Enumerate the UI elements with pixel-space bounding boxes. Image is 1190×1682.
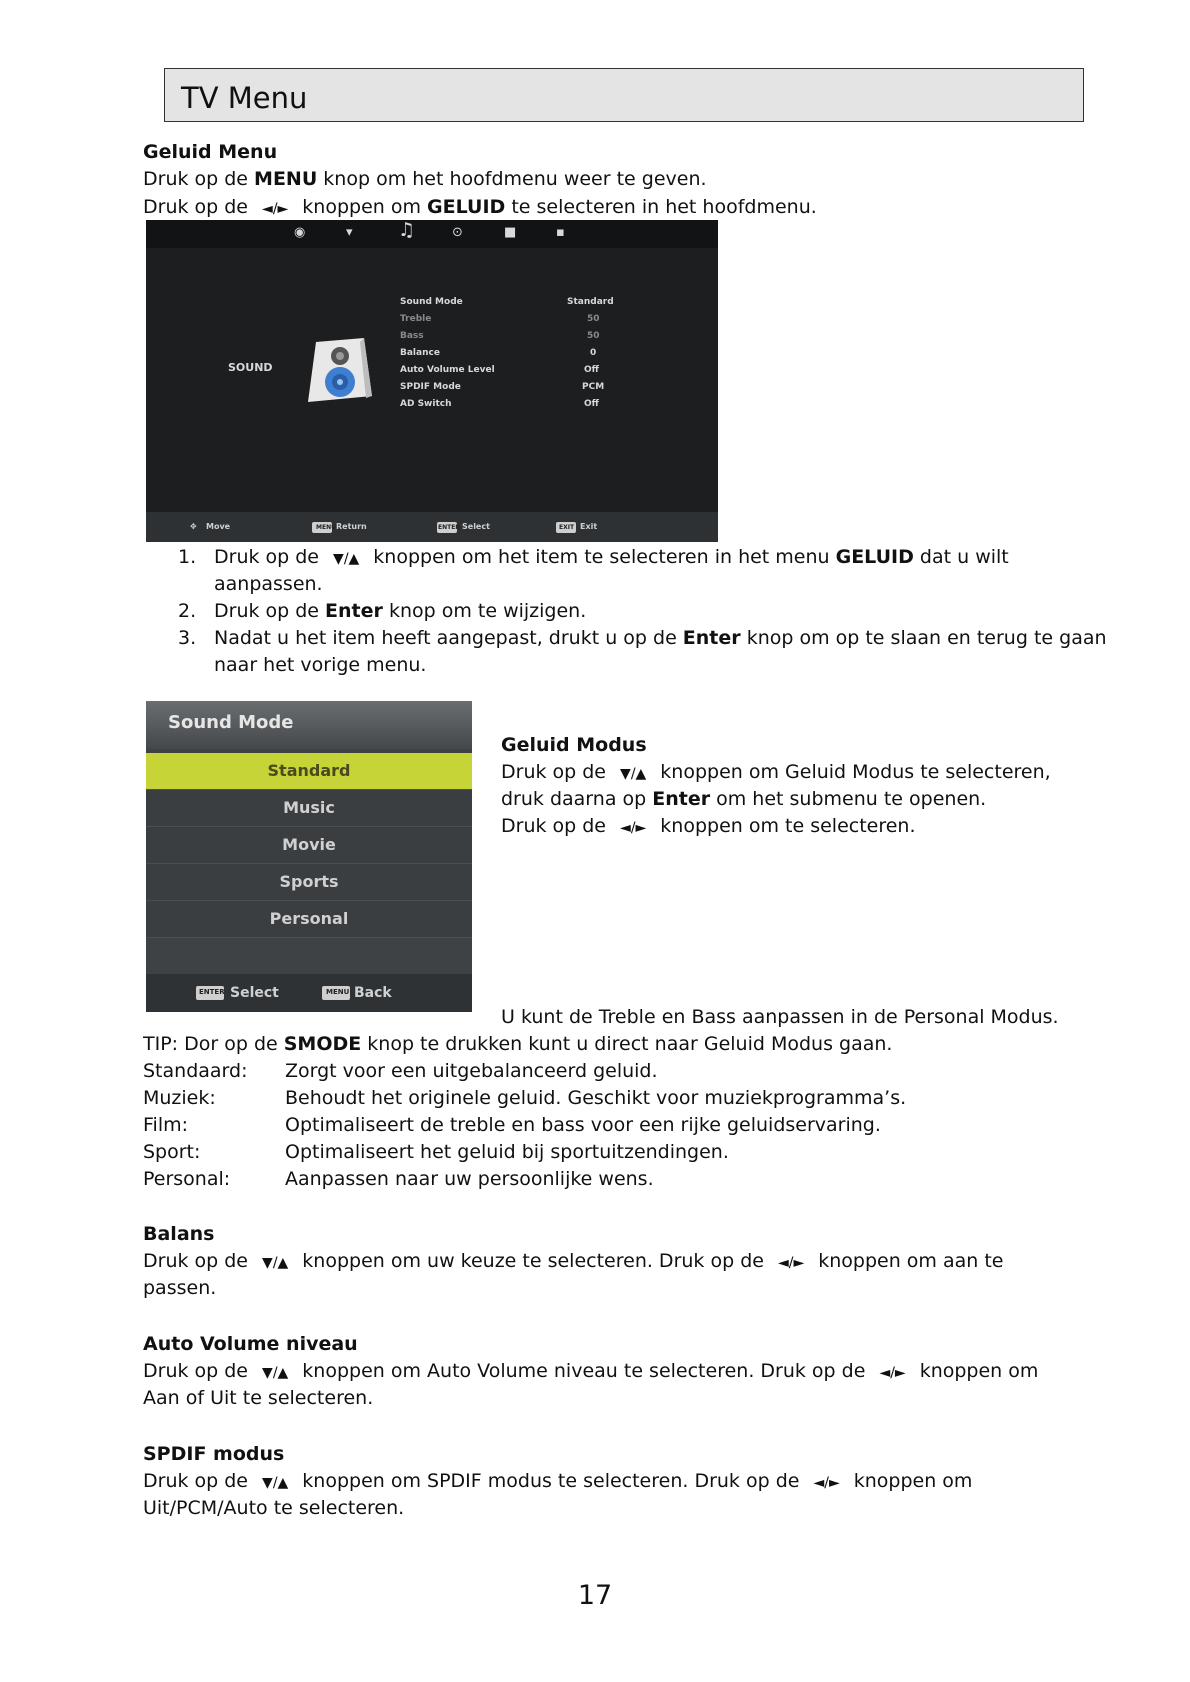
setting-value: Off (584, 365, 599, 375)
channel-icon: ▾ (346, 225, 353, 240)
step-1: 1. (178, 546, 197, 568)
setting-value: PCM (582, 382, 605, 392)
sound-section-label: SOUND (228, 361, 273, 374)
down-up-arrows-icon: ▼/▲ (262, 1475, 289, 1491)
step-3-cont: naar het vorige menu. (214, 654, 427, 676)
mode-name: Film: (143, 1114, 189, 1136)
step-1-cont: aanpassen. (214, 573, 323, 595)
left-right-arrows-icon: ◄/► (879, 1365, 906, 1381)
step-1-text: Druk op de ▼/▲ knoppen om het item te selecteren in het menu GELUID dat u wilt (214, 546, 1009, 568)
down-up-arrows-icon: ▼/▲ (262, 1365, 289, 1381)
spdif-cont: Uit/PCM/Auto te selecteren. (143, 1497, 405, 1519)
setting-value: Off (584, 399, 599, 409)
page-number: 17 (577, 1580, 613, 1611)
sound-mode-title-bar (146, 701, 472, 749)
setting-value: 50 (587, 314, 600, 324)
mode-name: Personal: (143, 1168, 231, 1190)
tv-sound-menu-screen (146, 220, 718, 542)
footer-move-label: Move (206, 522, 231, 531)
down-up-arrows-icon: ▼/▲ (262, 1255, 289, 1271)
sound-mode-panel (146, 701, 472, 1012)
spdif-heading: SPDIF modus (143, 1443, 285, 1465)
mode-name: Standaard: (143, 1060, 248, 1082)
page-title: TV Menu (181, 81, 308, 115)
enter-key-text: ENTER (438, 524, 460, 531)
setting-value: Standard (567, 297, 614, 307)
clock-icon: ⊙ (452, 225, 463, 240)
step-2: 2. (178, 600, 197, 622)
spdif-line: Druk op de ▼/▲ knoppen om SPDIF modus te selecteren. Druk op de ◄/► knoppen om (143, 1470, 973, 1492)
move-arrows-icon: ✥ (190, 522, 197, 531)
step-2-text: Druk op de Enter knop om te wijzigen. (214, 600, 587, 622)
geluid-modus-heading: Geluid Modus (501, 734, 647, 756)
setting-label[interactable]: Sound Mode (400, 297, 463, 307)
tv-menu-icon-bar (146, 220, 718, 248)
auto-volume-cont: Aan of Uit te selecteren. (143, 1387, 374, 1409)
mode-desc: Optimaliseert het geluid bij sportuitzendingen. (285, 1141, 729, 1163)
left-right-arrows-icon: ◄/► (813, 1475, 840, 1491)
left-right-arrows-icon: ◄/► (620, 820, 647, 836)
step-3: 3. (178, 627, 197, 649)
mode-desc: Behoudt het originele geluid. Geschikt voor muziekprogramma’s. (285, 1087, 907, 1109)
mode-name: Muziek: (143, 1087, 216, 1109)
sound-mode-option-standard[interactable]: Standard (146, 753, 472, 790)
setting-label[interactable]: Bass (400, 331, 424, 341)
tip-line: TIP: Dor op de SMODE knop te drukken kunt u direct naar Geluid Modus gaan. (143, 1033, 893, 1055)
setting-label[interactable]: AD Switch (400, 399, 452, 409)
mode-desc: Zorgt voor een uitgebalanceerd geluid. (285, 1060, 658, 1082)
setting-label[interactable]: Balance (400, 348, 440, 358)
setting-label[interactable]: Treble (400, 314, 432, 324)
down-up-arrows-icon: ▼/▲ (333, 551, 360, 567)
geluid-modus-line1: Druk op de ▼/▲ knoppen om Geluid Modus te selecteren, (501, 761, 1051, 783)
sound-mode-option-movie[interactable]: Movie (146, 827, 472, 864)
menu-key-text: MENU (316, 524, 336, 531)
sound-mode-title: Sound Mode (168, 712, 294, 733)
auto-volume-heading: Auto Volume niveau (143, 1333, 358, 1355)
setting-label[interactable]: Auto Volume Level (400, 365, 495, 375)
tv-footer-bar (146, 512, 718, 542)
header-box (164, 68, 1084, 122)
balans-cont: passen. (143, 1277, 217, 1299)
step-3-text: Nadat u het item heeft aangepast, drukt u op de Enter knop om op te slaan en terug te gaan (214, 627, 1107, 649)
exit-key-text: EXIT (559, 524, 575, 531)
speaker-icon (302, 338, 374, 404)
menu-key-icon: MENU (322, 986, 350, 1000)
geluid-modus-line2: druk daarna op Enter om het submenu te openen. (501, 788, 987, 810)
mode-name: Sport: (143, 1141, 201, 1163)
enter-key-icon: ENTER (196, 986, 224, 1000)
sound-mode-option-music[interactable]: Music (146, 790, 472, 827)
footer-return-label: Return (336, 522, 367, 531)
balans-line: Druk op de ▼/▲ knoppen om uw keuze te selecteren. Druk op de ◄/► knoppen om aan te (143, 1250, 1004, 1272)
footer-select-label: Select (462, 522, 490, 531)
mode-desc: Optimaliseert de treble en bass voor een rijke geluidservaring. (285, 1114, 881, 1136)
mode-desc: Aanpassen naar uw persoonlijke wens. (285, 1168, 654, 1190)
sound-icon: ♫ (398, 219, 416, 241)
lock-icon: ■ (504, 225, 517, 240)
back-label: Back (354, 985, 392, 1001)
sound-mode-option-personal[interactable]: Personal (146, 901, 472, 938)
left-right-arrows-icon: ◄/► (777, 1255, 805, 1271)
auto-volume-line: Druk op de ▼/▲ knoppen om Auto Volume niveau te selecteren. Druk op de ◄/► knoppen om (143, 1360, 1039, 1382)
sound-mode-footer (146, 974, 472, 1012)
down-up-arrows-icon: ▼/▲ (620, 766, 647, 782)
sound-mode-option-sports[interactable]: Sports (146, 864, 472, 901)
setup-icon: ▪ (556, 225, 565, 240)
setting-label[interactable]: SPDIF Mode (400, 382, 461, 392)
left-right-arrows-icon: ◄/► (262, 201, 289, 217)
picture-icon: ◉ (294, 225, 306, 240)
geluid-menu-line2: Druk op de ◄/► knoppen om GELUID te selecteren in het hoofdmenu. (143, 196, 817, 218)
geluid-modus-line3: Druk op de ◄/► knoppen om te selecteren. (501, 815, 916, 837)
geluid-menu-heading: Geluid Menu (143, 141, 278, 163)
footer-exit-label: Exit (580, 522, 598, 531)
balans-heading: Balans (143, 1223, 215, 1245)
setting-value: 0 (590, 348, 597, 358)
personal-note: U kunt de Treble en Bass aanpassen in de Personal Modus. (501, 1006, 1059, 1028)
select-label: Select (230, 985, 279, 1001)
geluid-menu-line1: Druk op de MENU knop om het hoofdmenu weer te geven. (143, 168, 707, 190)
setting-value: 50 (587, 331, 600, 341)
